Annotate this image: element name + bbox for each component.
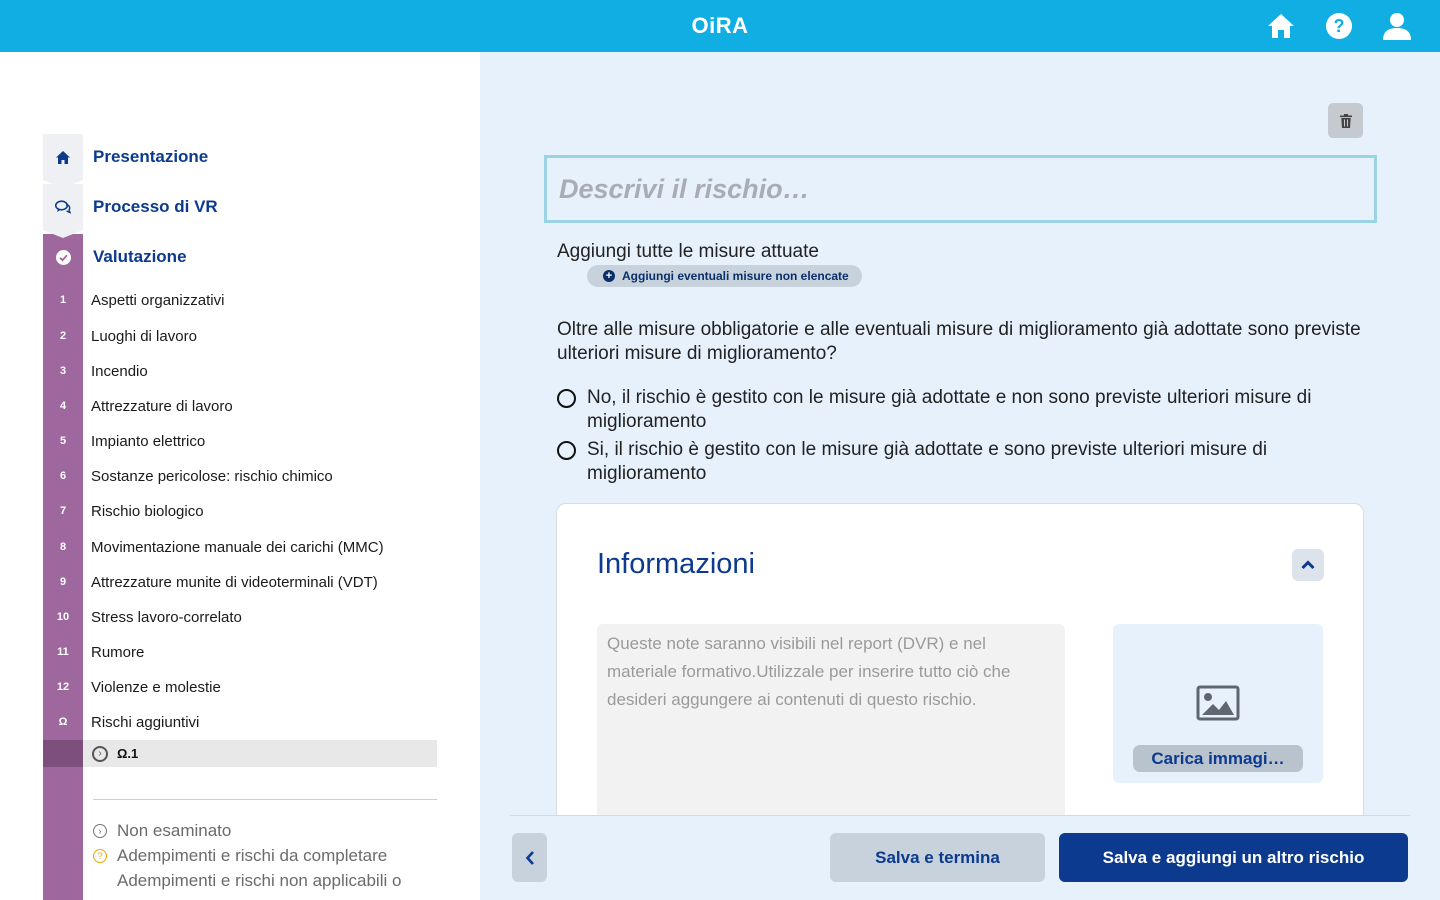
upload-image-button[interactable]: Carica immagi… [1133, 745, 1303, 772]
risk-label: Ω.1 [117, 746, 139, 761]
chat-icon [43, 184, 83, 230]
add-measure-label: Aggiungi eventuali misure non elencate [622, 269, 849, 283]
module-number: 7 [59, 505, 67, 517]
module-item[interactable] [43, 285, 437, 315]
module-number: 5 [59, 435, 67, 447]
module-number: 8 [59, 541, 67, 553]
step-label: Processo di VR [93, 197, 218, 216]
step-valutazione[interactable] [43, 234, 443, 280]
home-icon[interactable] [1266, 11, 1296, 41]
module-label: Attrezzature munite di videoterminali (VDT) [91, 573, 378, 591]
radio-button[interactable] [557, 389, 576, 408]
measures-label: Aggiungi tutte le misure attuate [557, 241, 819, 262]
module-number: 11 [57, 646, 69, 658]
module-number: 9 [59, 576, 67, 588]
module-label: Rischio biologico [91, 502, 204, 520]
legend-divider [93, 799, 437, 800]
module-number: 1 [59, 294, 67, 306]
image-icon [1196, 685, 1240, 721]
back-button[interactable] [512, 833, 547, 882]
option-yes[interactable] [557, 438, 1377, 486]
info-title: Informazioni [597, 548, 755, 580]
module-item[interactable] [43, 356, 437, 386]
module-number: 6 [59, 470, 67, 482]
legend-label: Adempimenti e rischi non applicabili o [117, 871, 402, 890]
home-icon [43, 134, 83, 180]
chevron-up-icon [1301, 560, 1315, 570]
module-label: Movimentazione manuale dei carichi (MMC) [91, 538, 384, 556]
module-label: Attrezzature di lavoro [91, 397, 233, 415]
option-label: No, il rischio è gestito con le misure già adottate e non sono previste ulteriori misure di miglioramento [587, 387, 1312, 432]
module-label: Stress lavoro-correlato [91, 608, 242, 626]
module-label: Rischi aggiuntivi [91, 713, 200, 731]
legend-item [93, 821, 231, 841]
risk-title-input[interactable] [544, 155, 1377, 223]
module-item[interactable] [43, 567, 437, 597]
module-item[interactable] [43, 426, 437, 456]
module-label: Rumore [91, 643, 145, 661]
module-item[interactable] [43, 707, 437, 737]
save-add-risk-button[interactable]: Salva e aggiungi un altro rischio [1059, 833, 1408, 882]
module-label: Sostanze pericolose: rischio chimico [91, 467, 333, 485]
trash-icon [1340, 114, 1352, 128]
module-number: Ω [58, 716, 68, 728]
module-item[interactable] [43, 391, 437, 421]
step-processo-vr[interactable] [43, 184, 443, 230]
main-panel [480, 52, 1440, 900]
plus-icon: + [603, 270, 615, 282]
module-item[interactable] [43, 602, 437, 632]
image-upload-box[interactable] [1113, 624, 1323, 783]
module-number: 4 [59, 400, 67, 412]
legend-label: Non esaminato [117, 821, 232, 840]
improvement-question: Oltre alle misure obbligatorie e alle eventuali misure di miglioramento già adottate sono previste ulteriori misure di miglioramento? [557, 319, 1361, 364]
chevron-right-icon: › [92, 746, 108, 762]
module-label: Impianto elettrico [91, 432, 206, 450]
check-icon [43, 234, 83, 280]
module-label: Luoghi di lavoro [91, 327, 197, 345]
sidebar [0, 52, 480, 900]
module-label: Aspetti organizzativi [91, 291, 225, 309]
unexamined-icon: › [93, 824, 107, 838]
step-label: Presentazione [93, 147, 209, 166]
module-item[interactable] [43, 532, 437, 562]
incomplete-icon: ? [93, 849, 107, 863]
save-finish-button[interactable]: Salva e termina [830, 833, 1045, 882]
legend-item [93, 871, 401, 891]
module-item[interactable] [43, 637, 437, 667]
footer-divider [510, 815, 1410, 816]
module-number: 2 [59, 330, 67, 342]
module-item[interactable] [43, 672, 437, 702]
module-item[interactable] [43, 496, 437, 526]
radio-button[interactable] [557, 441, 576, 460]
collapse-button[interactable] [1292, 549, 1324, 581]
module-label: Incendio [91, 362, 148, 380]
option-no[interactable] [557, 386, 1377, 434]
step-label: Valutazione [93, 247, 187, 266]
risk-row-marker [43, 740, 83, 767]
option-label: Si, il rischio è gestito con le misure già adottate e sono previste ulteriori misure di miglioramento [587, 439, 1268, 484]
legend-item [93, 846, 387, 866]
risk-item-current[interactable] [83, 740, 437, 767]
oira-logo[interactable]: OiRA [691, 13, 749, 38]
module-item[interactable] [43, 321, 437, 351]
delete-button[interactable] [1328, 103, 1363, 138]
module-label: Violenze e molestie [91, 678, 221, 696]
legend-label: Adempimenti e rischi da completare [117, 846, 388, 865]
not-applicable-icon [93, 874, 107, 888]
module-number: 3 [59, 365, 67, 377]
help-icon[interactable] [1324, 11, 1354, 41]
add-measure-button[interactable] [587, 265, 862, 287]
step-presentazione[interactable] [43, 134, 443, 180]
module-number: 12 [56, 681, 70, 693]
chevron-left-icon [525, 850, 535, 866]
svg-text:?: ? [1333, 16, 1345, 36]
module-number: 10 [56, 611, 70, 623]
info-card [556, 503, 1364, 863]
module-item[interactable] [43, 461, 437, 491]
user-icon[interactable] [1382, 11, 1412, 41]
top-bar [0, 0, 1440, 52]
